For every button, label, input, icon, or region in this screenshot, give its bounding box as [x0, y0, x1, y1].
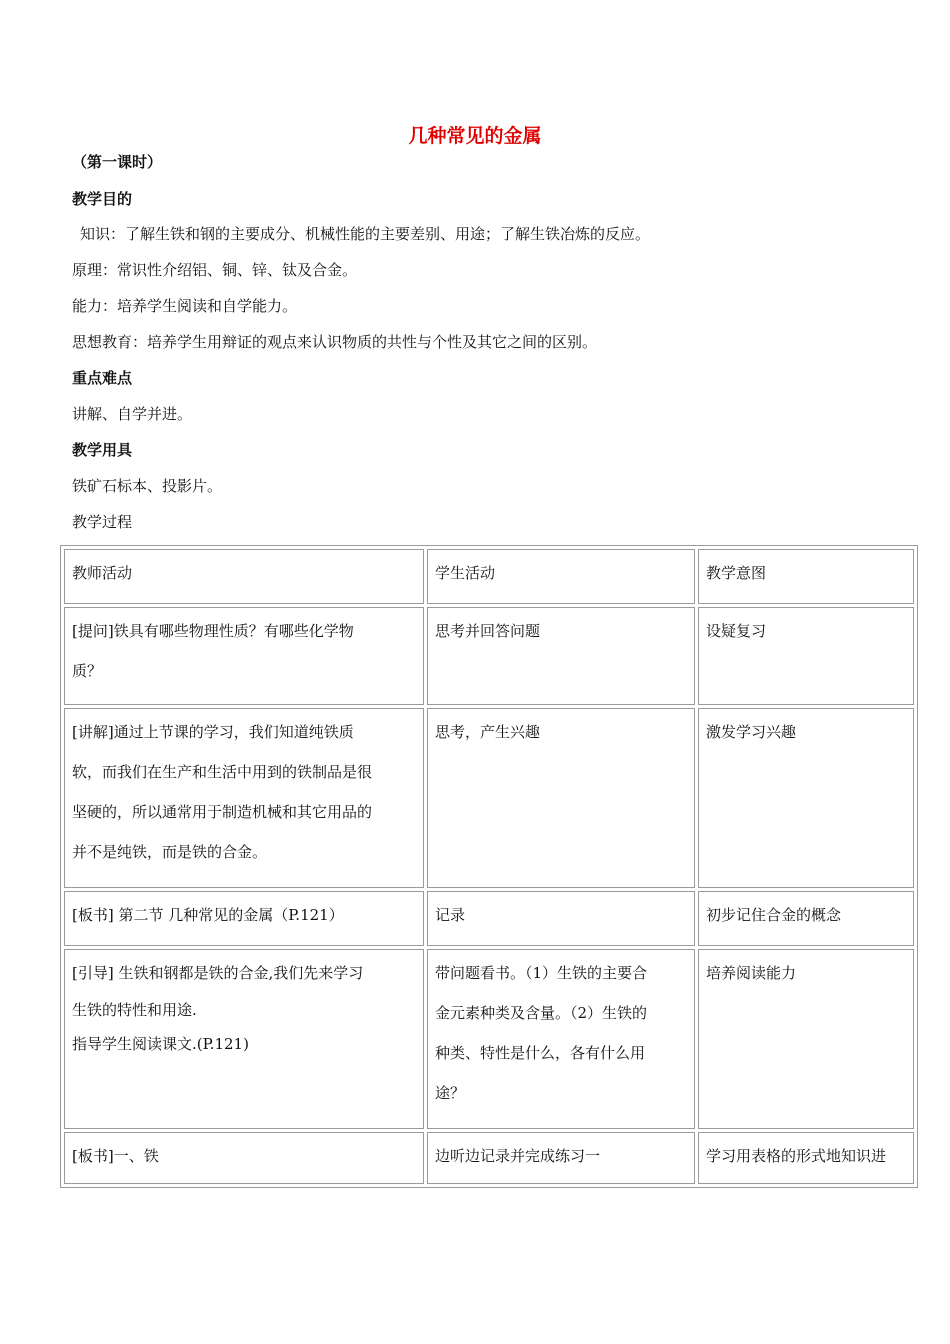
header-teacher: 教师活动 — [64, 549, 424, 604]
keypoints-text: 讲解、自学并进。 — [72, 405, 193, 423]
cell-line: 激发学习兴趣 — [706, 723, 797, 741]
header-intent: 教学意图 — [698, 549, 914, 604]
cell-line: 途？ — [435, 1084, 466, 1102]
lesson-label: （第一课时） — [72, 153, 163, 171]
cell-line: 培养阅读能力 — [706, 964, 797, 982]
student-cell — [427, 891, 695, 946]
intent-cell — [698, 1132, 914, 1184]
cell-line: 记录 — [435, 906, 466, 924]
cell-line: 设疑复习 — [706, 622, 767, 640]
cell-line: [提问]铁具有哪些物理性质？有哪些化学物 — [72, 622, 354, 640]
table-row — [64, 949, 914, 1129]
teacher-cell — [64, 607, 424, 705]
document-title: 几种常见的金属 — [408, 125, 542, 147]
cell-line: 指导学生阅读课文.(P.121) — [72, 1035, 249, 1053]
cell-line: 生铁的特性和用途. — [72, 1001, 197, 1019]
process-heading: 教学过程 — [72, 513, 133, 531]
tools-heading: 教学用具 — [72, 441, 133, 459]
student-cell — [427, 708, 695, 888]
header-student: 学生活动 — [427, 549, 695, 604]
cell-line: [板书]一、铁 — [72, 1147, 159, 1165]
teacher-cell — [64, 949, 424, 1129]
cell-line: 质？ — [72, 662, 103, 680]
cell-line: 学习用表格的形式地知识进 — [706, 1147, 887, 1165]
objectives-heading: 教学目的 — [72, 190, 133, 208]
table-row — [64, 607, 914, 705]
teacher-cell — [64, 1132, 424, 1184]
table-row — [64, 1132, 914, 1184]
cell-line: 思考，产生兴趣 — [435, 723, 541, 741]
intent-cell — [698, 891, 914, 946]
cell-line: 带问题看书。（1）生铁的主要合 — [435, 964, 648, 982]
intent-cell — [698, 949, 914, 1129]
cell-line: 思考并回答问题 — [435, 622, 541, 640]
cell-line: 金元素种类及含量。（2）生铁的 — [435, 1004, 648, 1022]
cell-line: 种类、特性是什么，各有什么用 — [435, 1044, 646, 1062]
cell-line: 坚硬的，所以通常用于制造机械和其它用品的 — [72, 803, 373, 821]
intent-cell — [698, 607, 914, 705]
intent-cell — [698, 708, 914, 888]
teacher-cell — [64, 891, 424, 946]
student-cell — [427, 607, 695, 705]
table-header-row — [64, 549, 914, 604]
table-row — [64, 708, 914, 888]
teacher-cell — [64, 708, 424, 888]
cell-line: 软，而我们在生产和生活中用到的铁制品是很 — [72, 763, 373, 781]
student-cell — [427, 1132, 695, 1184]
cell-line: 并不是纯铁，而是铁的合金。 — [72, 843, 268, 861]
keypoints-heading: 重点难点 — [72, 369, 133, 387]
ability-objective: 能力：培养学生阅读和自学能力。 — [72, 297, 298, 315]
tools-text: 铁矿石标本、投影片。 — [72, 477, 223, 495]
knowledge-objective: 知识：了解生铁和钢的主要成分、机械性能的主要差别、用途；了解生铁冶炼的反应。 — [80, 225, 651, 243]
table-row — [64, 891, 914, 946]
teaching-process-table — [60, 545, 918, 1188]
cell-line: 初步记住合金的概念 — [706, 906, 842, 924]
cell-line: 边听边记录并完成练习一 — [435, 1147, 601, 1165]
cell-line: [引导] 生铁和钢都是铁的合金,我们先来学习 — [72, 964, 364, 982]
cell-line: [板书] 第二节 几种常见的金属（P.121） — [72, 906, 344, 924]
ideology-objective: 思想教育：培养学生用辩证的观点来认识物质的共性与个性及其它之间的区别。 — [72, 333, 598, 351]
principle-objective: 原理：常识性介绍铝、铜、锌、钛及合金。 — [72, 261, 358, 279]
student-cell — [427, 949, 695, 1129]
cell-line: [讲解]通过上节课的学习，我们知道纯铁质 — [72, 723, 354, 741]
